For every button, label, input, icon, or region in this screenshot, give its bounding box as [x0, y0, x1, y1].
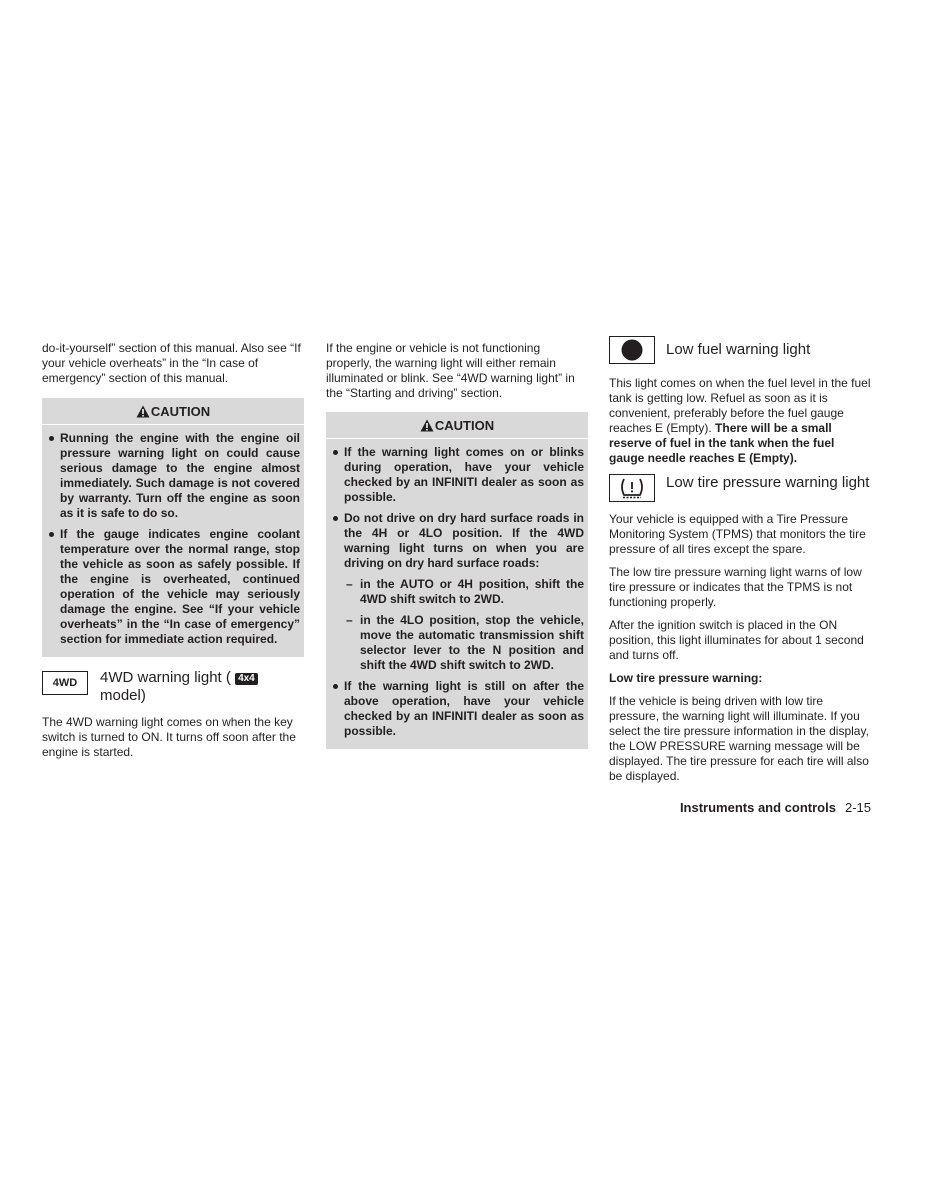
tire-text-3: After the ignition switch is placed in the ON position, this light illuminates for about 1 second and turns off. [609, 618, 864, 662]
fuel-heading-row [609, 336, 871, 364]
footer-section-title: Instruments and controls [679, 800, 836, 815]
4wd-warning-icon [42, 671, 88, 695]
caution-header-2 [326, 412, 588, 439]
tire-text-1: Your vehicle is equipped with a Tire Pressure Monitoring System (TPMS) that monitors the tire pressure of all tires except the spare. [609, 512, 866, 556]
low-fuel-icon [621, 339, 643, 361]
caution-subitem: – in the 4LO position, stop the vehicle, move the automatic transmission shift selector lever to the N position and shift the 4WD shift switch to 2WD. [344, 613, 584, 673]
caution-item: If the warning light comes on or blinks during operation, have your vehicle checked by an INFINITI dealer as soon as possible. [330, 445, 584, 505]
page-number: 2-15 [844, 800, 871, 815]
warning-triangle-icon [136, 405, 150, 418]
4wd-badge-label: 4WD [52, 676, 78, 689]
page-footer [609, 800, 871, 815]
fourwd-text: The 4WD warning light comes on when the key switch is turned to ON. It turns off soon after the engine is started. [42, 715, 296, 759]
col1-intro: do-it-yourself” section of this manual. Also see “If your vehicle overheats” in the “In case of emergency” section of this manual. [42, 341, 301, 385]
col2-intro: If the engine or vehicle is not functioning properly, the warning light will either remain illuminated or blink. See “4WD warning light” in the “Starting and driving” section. [326, 341, 575, 400]
fourwd-heading-row [42, 669, 304, 705]
column-1 [42, 341, 304, 768]
caution-item: Running the engine with the engine oil pressure warning light on could cause serious damage to the engine almost immediately. Such damage is not covered by warranty. Turn off the engine as soon as it is safe to do so. [46, 431, 300, 521]
tire-pressure-icon [618, 477, 646, 499]
warning-triangle-icon [420, 419, 434, 432]
caution-item: If the gauge indicates engine coolant temperature over the normal range, stop the vehicle as soon as safely possible. If the engine is overheated, continued operation of the vehicle may seriously damage the engine. See “If your vehicle overheats” in the “In case of emergency” section for immediate action required. [46, 527, 300, 647]
tire-heading-row [609, 474, 871, 502]
caution-label-1: CAUTION [150, 404, 211, 419]
fuel-text-plain: This light comes on when the fuel level in the fuel tank is getting low. Refuel as soon as it is convenient, preferably before the fuel gauge reaches E (Empty). [609, 376, 871, 435]
tire-text-2: The low tire pressure warning light warns of low tire pressure or indicates that the TPMS is not functioning properly. [609, 565, 862, 609]
column-2 [326, 341, 588, 749]
caution-header-1 [42, 398, 304, 425]
tire-text-4: If the vehicle is being driven with low tire pressure, the warning light will illuminate. If you select the tire pressure information in the display, the LOW PRESSURE warning message will be displayed. The tire pressure for each tire will also be displayed. [609, 694, 869, 783]
caution-sublist [344, 577, 584, 673]
caution-box-1 [42, 398, 304, 657]
tire-subheading: Low tire pressure warning: [609, 671, 763, 685]
caution-list-1 [46, 431, 300, 647]
fourwd-heading-pre: 4WD warning light ( [100, 669, 231, 686]
fuel-icon-box [609, 336, 655, 364]
caution-item-text: Do not drive on dry hard surface roads in the 4H or 4LO position. If the 4WD warning light turns on when you are driving on dry hard surface roads: [344, 511, 584, 570]
caution-subitem: – in the AUTO or 4H position, shift the 4WD shift switch to 2WD. [344, 577, 584, 607]
fuel-heading: Low fuel warning light [666, 341, 811, 358]
fuel-text-bold: There will be a small reserve of fuel in the tank when the fuel gauge needle reaches E (Empty). [609, 421, 835, 465]
fourwd-heading-post: model) [100, 687, 146, 704]
fourwd-heading [100, 669, 258, 705]
4x4-model-icon: 4x4 [235, 673, 258, 685]
column-3 [609, 336, 871, 792]
caution-box-2 [326, 412, 588, 749]
tire-icon-box [609, 474, 655, 502]
caution-list-2 [330, 445, 584, 739]
fuel-text [609, 376, 871, 466]
caution-item [330, 511, 584, 673]
caution-item: If the warning light is still on after the above operation, have your vehicle checked by an INFINITI dealer as soon as possible. [330, 679, 584, 739]
tire-heading: Low tire pressure warning light [666, 474, 870, 491]
caution-label-2: CAUTION [434, 418, 495, 433]
